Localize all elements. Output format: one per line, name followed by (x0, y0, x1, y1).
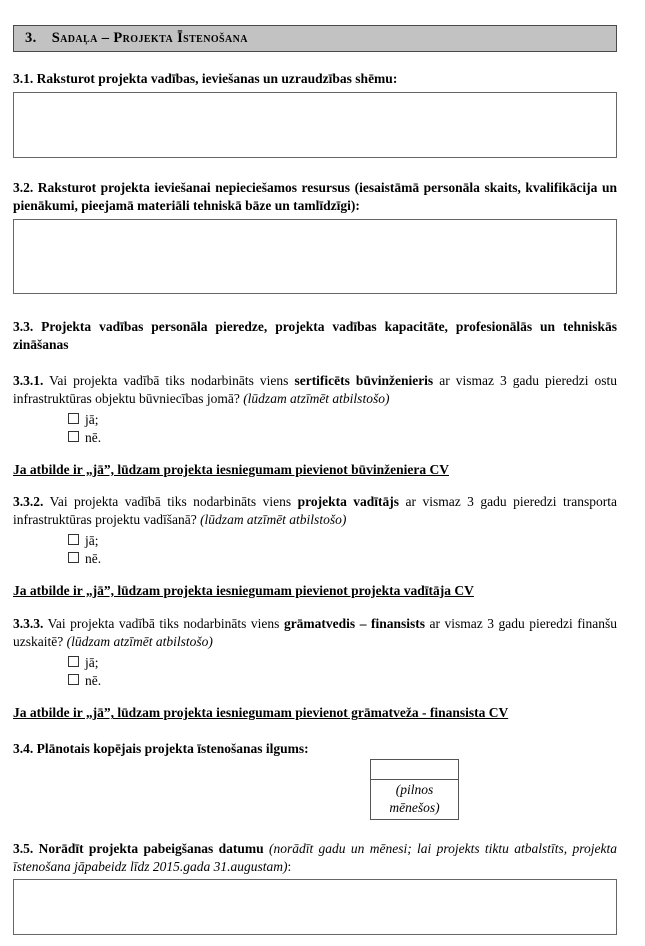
duration-unit-label: (pilnos mēnešos) (389, 782, 440, 815)
label-3-3: 3.3. Projekta vadības personāla pieredze, projekta vadības kapacitāte, profesionālās un tehniskās zināšanas (13, 318, 617, 352)
question-text: ar vismaz 3 gadu pieredzi finanšu uzskaitē? (13, 616, 617, 650)
option-ne[interactable] (68, 550, 617, 567)
duration-value-cell[interactable] (371, 760, 458, 780)
cv-note-3-3-2: Ja atbilde ir „jā”, lūdzam projekta iesniegumam pievienot projekta vadītāja CV (13, 582, 474, 598)
question-text: ar vismaz 3 gadu pieredzi transporta infrastruktūras projektu vadīšanā? (13, 493, 617, 527)
question-text-3-3-2 (13, 493, 617, 529)
option-ne[interactable] (68, 672, 617, 689)
cv-note-3-3-1: Ja atbilde ir „jā”, lūdzam projekta iesniegumam pievienot būvinženiera CV (13, 461, 449, 477)
option-label: nē. (85, 550, 102, 566)
question-hint: (lūdzam atzīmēt atbilstošo) (66, 634, 213, 650)
options-3-3-1 (13, 411, 617, 446)
question-text-3-3-1 (13, 372, 617, 408)
section-header-bar (13, 25, 617, 52)
option-ja[interactable] (68, 654, 617, 671)
question-emphasis: sertificēts būvinženieris (294, 372, 434, 388)
option-label: nē. (85, 429, 102, 445)
checkbox-icon[interactable] (68, 674, 79, 685)
question-text: Vai projekta vadībā tiks nodarbināts viens (43, 372, 295, 388)
option-ja[interactable] (68, 532, 617, 549)
checkbox-icon[interactable] (68, 431, 79, 442)
duration-box (370, 759, 459, 820)
section-number: 3. (25, 29, 37, 46)
question-text: ar vismaz 3 gadu pieredzi ostu infrastruktūras objektu būvniecības jomā? (13, 372, 617, 406)
checkbox-icon[interactable] (68, 413, 79, 424)
question-number: 3.3.2. (13, 493, 44, 509)
option-ne[interactable] (68, 429, 617, 446)
question-text-3-3-3 (13, 615, 617, 651)
label-3-5-tail: : (287, 859, 292, 875)
option-label: jā; (85, 411, 99, 427)
option-label: nē. (85, 673, 102, 689)
question-emphasis: projekta vadītājs (297, 493, 400, 509)
options-3-3-2 (13, 532, 617, 567)
section-title: Sadaļa – Projekta Īstenošana (51, 29, 248, 46)
checkbox-icon[interactable] (68, 552, 79, 563)
option-ja[interactable] (68, 411, 617, 428)
duration-unit-note (371, 780, 458, 819)
question-hint: (lūdzam atzīmēt atbilstošo) (200, 511, 347, 527)
label-3-5-italic: (norādīt gadu un mēnesi; lai projekts tiktu atbalstīts, projekta īstenošana jāpabeidz līdz 2015.gada 31.augustam) (13, 841, 617, 875)
question-3-3-1 (13, 372, 617, 479)
question-number: 3.3.3. (13, 616, 44, 632)
label-3-5-bold: 3.5. Norādīt projekta pabeigšanas datumu (13, 841, 269, 857)
question-emphasis: grāmatvedis – finansists (283, 616, 425, 632)
label-3-2: 3.2. Raksturot projekta ieviešanai nepieciešamos resursus (iesaistāmā personāla skaits, kvalifikācija un pienākumi, pieejamā materiāli tehniskā bāze un tamlīdzīgi): (13, 179, 617, 213)
question-number: 3.3.1. (13, 372, 44, 388)
question-text: Vai projekta vadībā tiks nodarbināts viens (43, 493, 298, 509)
checkbox-icon[interactable] (68, 656, 79, 667)
label-3-4: 3.4. Plānotais kopējais projekta īstenošanas ilgums: (13, 741, 309, 757)
label-3-5 (13, 840, 617, 876)
answer-box-3-2[interactable] (13, 219, 617, 294)
cv-note-3-3-3: Ja atbilde ir „jā”, lūdzam projekta iesniegumam pievienot grāmatveža - finansista CV (13, 705, 509, 721)
answer-box-3-5[interactable] (13, 879, 617, 935)
question-3-3-2 (13, 493, 617, 600)
question-hint: (lūdzam atzīmēt atbilstošo) (243, 390, 390, 406)
label-3-1: 3.1. Raksturot projekta vadības, ieviešanas un uzraudzības shēmu: (13, 71, 398, 86)
question-3-3-3 (13, 615, 617, 722)
option-label: jā; (85, 532, 99, 548)
question-text: Vai projekta vadībā tiks nodarbināts viens (43, 616, 284, 632)
section-3-4 (13, 740, 617, 840)
answer-box-3-1[interactable] (13, 92, 617, 158)
options-3-3-3 (13, 654, 617, 689)
option-label: jā; (85, 655, 99, 671)
checkbox-icon[interactable] (68, 534, 79, 545)
